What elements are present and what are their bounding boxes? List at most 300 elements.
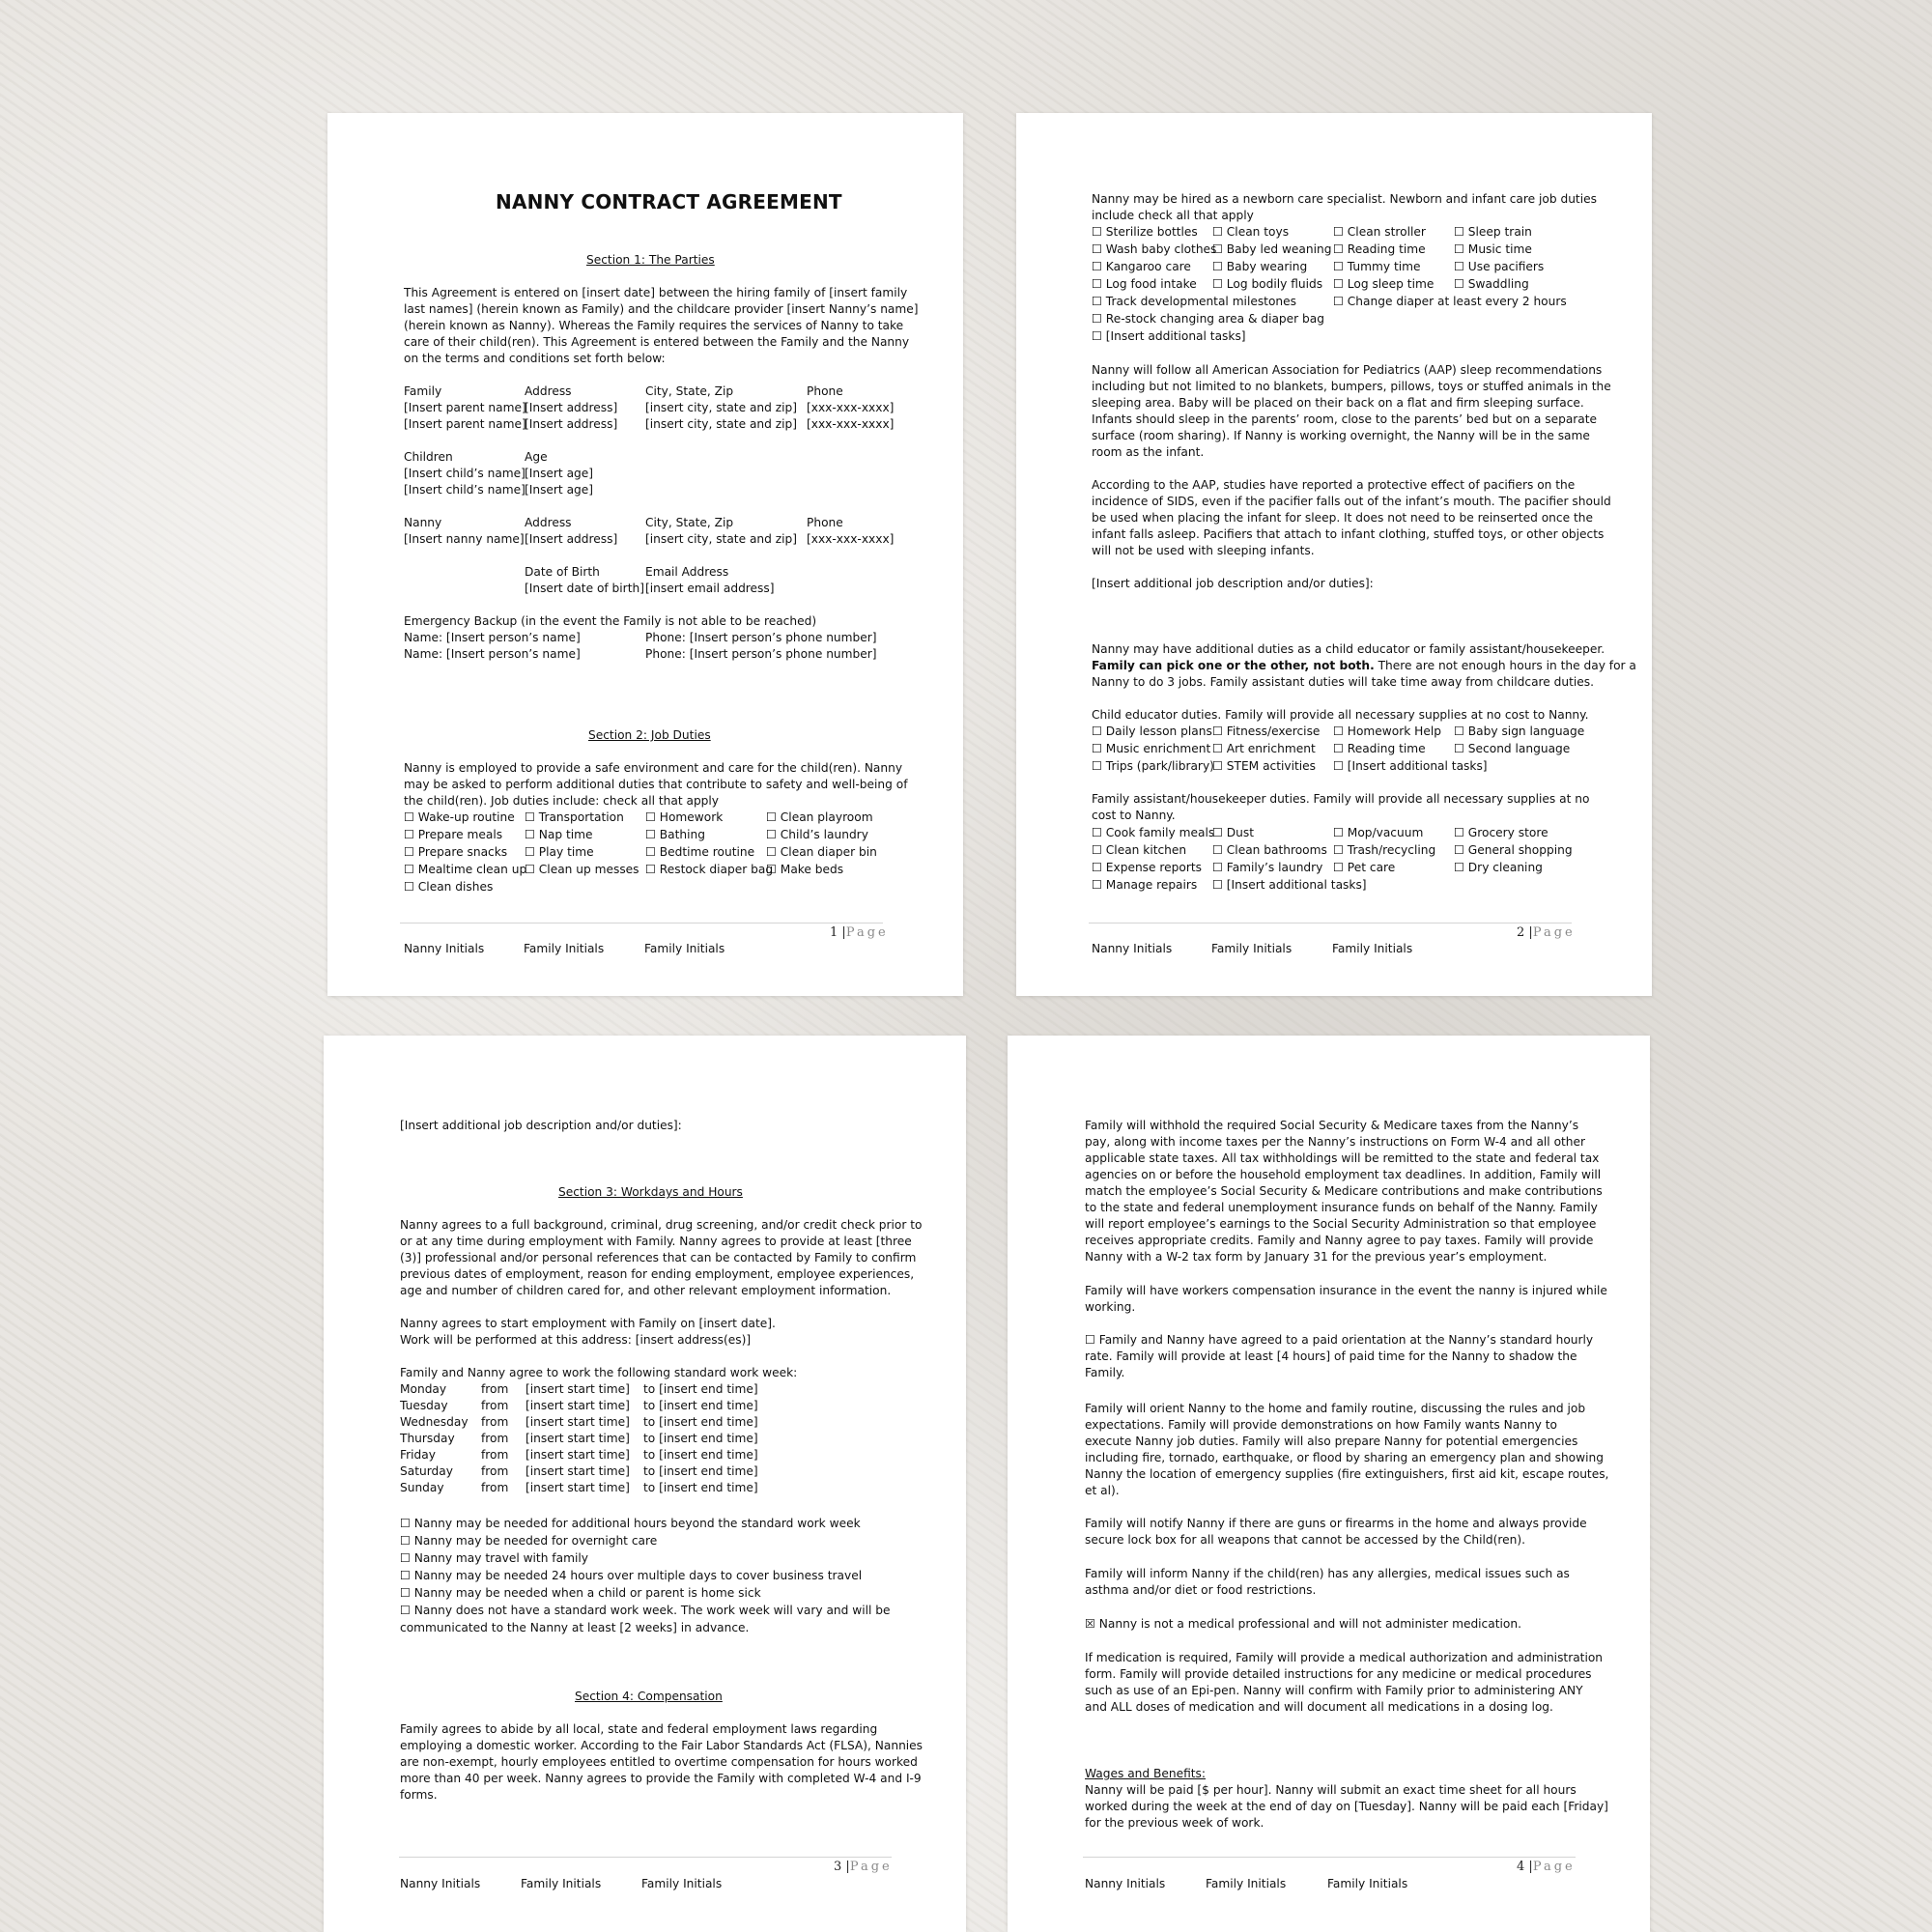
text-line: including but not limited to no blankets, bumpers, pillows, toys or stuffed animals in the <box>1092 380 1611 393</box>
checkbox-item[interactable]: ☐ Transportation <box>525 810 624 824</box>
text-line: Nanny is employed to provide a safe environment and care for the child(ren). Nanny <box>404 761 903 775</box>
hours-options <box>400 1516 960 1637</box>
checkbox-item[interactable]: ☐ Change diaper at least every 2 hours <box>1333 295 1567 308</box>
page-number-value: 2 <box>1517 925 1525 940</box>
table-cell: [Insert parent name] <box>404 417 526 431</box>
checklist-row <box>404 879 945 895</box>
text-line: worked during the week at the end of day on [Tuesday]. Nanny will be paid each [Friday] <box>1085 1800 1608 1813</box>
checkbox-item[interactable]: ☐ Log sleep time <box>1333 277 1435 291</box>
header-cell: Nanny <box>404 516 442 529</box>
schedule-row <box>400 1480 883 1496</box>
checklist-row <box>1092 328 1633 346</box>
table-row <box>404 564 945 581</box>
checkbox-item[interactable]: ☐ Family and Nanny have agreed to a paid orientation at the Nanny’s standard hourly <box>1085 1333 1594 1347</box>
text-line: forms. <box>400 1788 438 1802</box>
table-cell: [xxx-xxx-xxxx] <box>807 417 895 431</box>
text-line: Nanny agrees to start employment with Family on [insert date]. <box>400 1317 776 1330</box>
nanny-table <box>404 515 945 597</box>
text-line: incidence of SIDS, even if the pacifier falls out of the infant’s mouth. The pacifier should <box>1092 495 1611 508</box>
compensation-paragraph <box>400 1721 960 1804</box>
checkbox-item[interactable]: ☐ Music enrichment <box>1092 742 1211 755</box>
checkbox-item[interactable]: ☐ Mealtime clean up <box>404 863 527 876</box>
text-line: expectations. Family will provide demonstrations on how Family wants Nanny to <box>1085 1418 1558 1432</box>
schedule-day: Tuesday <box>400 1399 448 1412</box>
checkbox-item[interactable]: ☐ Swaddling <box>1454 277 1529 291</box>
text-line: Family. <box>1085 1366 1125 1379</box>
checkbox-item[interactable]: ☐ Nanny may be needed for additional hours beyond the standard work week <box>400 1517 861 1530</box>
checkbox-item[interactable]: ☐ Clean stroller <box>1333 225 1426 239</box>
text-line: form. Family will provide detailed instructions for any medicine or medical procedures <box>1085 1667 1592 1681</box>
checkbox-item[interactable]: ☐ Wash baby clothes <box>1092 242 1217 256</box>
checkbox-item[interactable]: ☐ Homework <box>645 810 724 824</box>
header-cell: Family <box>404 384 442 398</box>
text-line: Nanny the location of emergency supplies (fire extinguishers, first aid kit, escape routes, <box>1085 1467 1609 1481</box>
table-row <box>404 466 945 482</box>
wages-heading: Wages and Benefits: <box>1085 1767 1206 1780</box>
page-number-value: 1 <box>830 925 838 940</box>
text-line: Nanny may be hired as a newborn care specialist. Newborn and infant care job duties <box>1092 192 1597 206</box>
header-cell: City, State, Zip <box>645 384 734 398</box>
schedule-end: to [insert end time] <box>643 1399 758 1412</box>
checkbox-item[interactable]: ☐ Prepare snacks <box>404 845 508 859</box>
table-cell: [insert city, state and zip] <box>645 417 798 431</box>
text-line: on the terms and conditions set forth below: <box>404 352 666 365</box>
checkbox-item[interactable]: ☐ [Insert additional tasks] <box>1333 759 1488 773</box>
text-line: working. <box>1085 1300 1136 1314</box>
section2-paragraph <box>404 760 945 810</box>
checkbox-item[interactable]: ☐ Homework Help <box>1333 724 1441 738</box>
work-schedule <box>400 1381 883 1496</box>
checkbox-item[interactable]: ☐ Bedtime routine <box>645 845 755 859</box>
checkbox-item[interactable]: ☐ Art enrichment <box>1212 742 1316 755</box>
schedule-day: Monday <box>400 1382 447 1396</box>
aap-paragraph <box>1092 362 1642 461</box>
text-line: Family will inform Nanny if the child(ren) has any allergies, medical issues such as <box>1085 1567 1570 1580</box>
schedule-start: [insert start time] <box>526 1432 630 1445</box>
checkbox-item[interactable]: ☐ Baby sign language <box>1454 724 1585 738</box>
checkbox-item[interactable]: ☐ Daily lesson plans <box>1092 724 1212 738</box>
insert-additional-text: [Insert additional job description and/or duties]: <box>1092 577 1374 590</box>
table-cell: [insert city, state and zip] <box>645 401 798 414</box>
text-line: Nanny will be paid [$ per hour]. Nanny will submit an exact time sheet for all hours <box>1085 1783 1577 1797</box>
checkbox-item[interactable]: ☐ Pet care <box>1333 861 1396 874</box>
table-cell: [Insert address] <box>525 417 618 431</box>
insert-additional-text: [Insert additional job description and/or duties]: <box>400 1119 682 1132</box>
checkbox-item[interactable]: ☐ Clean diaper bin <box>766 845 877 859</box>
checkbox-item[interactable]: ☐ Make beds <box>766 863 844 876</box>
text-line: Family will withhold the required Social Security & Medicare taxes from the Nanny’s <box>1085 1119 1579 1132</box>
nanny-initials-label: Nanny Initials <box>1085 1877 1166 1890</box>
document-page-1 <box>327 113 963 996</box>
medical-checkbox[interactable]: ☒ Nanny is not a medical professional and will not administer medication. <box>1085 1617 1521 1631</box>
checkbox-item[interactable]: ☐ Clean playroom <box>766 810 873 824</box>
checkbox-item[interactable]: ☐ Nanny does not have a standard work week. The work week will vary and will be <box>400 1604 891 1617</box>
work-week-heading: Family and Nanny agree to work the following standard work week: <box>400 1366 798 1379</box>
table-header <box>404 384 945 400</box>
checkbox-item[interactable]: ☐ General shopping <box>1454 843 1573 857</box>
text-line: the child(ren). Job duties include: check all that apply <box>404 794 720 808</box>
text-line: Nanny agrees to a full background, criminal, drug screening, and/or credit check prior to <box>400 1218 923 1232</box>
checkbox-item[interactable]: ☐ [Insert additional tasks] <box>1092 329 1246 343</box>
table-cell: [Insert nanny name] <box>404 532 525 546</box>
initials-row <box>1092 941 1478 958</box>
nanny-initials-label: Nanny Initials <box>404 942 485 955</box>
checkbox-item[interactable]: ☐ Clean bathrooms <box>1212 843 1327 857</box>
text-line: This Agreement is entered on [insert date] between the hiring family of [insert family <box>404 286 908 299</box>
checkbox-item[interactable]: ☐ Child’s laundry <box>766 828 868 841</box>
section4-heading: Section 4: Compensation <box>575 1690 723 1703</box>
schedule-end: to [insert end time] <box>643 1415 758 1429</box>
text-fragment: There are not enough hours in the day for a <box>1374 659 1636 672</box>
checklist-row <box>404 810 945 826</box>
text-line: include check all that apply <box>1092 209 1254 222</box>
page-separator: | <box>845 1860 850 1874</box>
table-cell: [xxx-xxx-xxxx] <box>807 401 895 414</box>
text-line: including fire, tornado, earthquake, or flood by sharing an emergency plan and showing <box>1085 1451 1604 1464</box>
checkbox-item[interactable]: ☐ Bathing <box>645 828 705 841</box>
checkbox-item[interactable]: ☐ Baby wearing <box>1212 260 1308 273</box>
checkbox-item[interactable]: ☐ Wake-up routine <box>404 810 515 824</box>
footer-divider <box>1083 1857 1576 1858</box>
table-cell: [Insert child’s name] <box>404 483 526 497</box>
schedule-row <box>400 1414 883 1431</box>
intro-paragraph <box>404 285 945 367</box>
checkbox-item[interactable]: ☐ Re-stock changing area & diaper bag <box>1092 312 1324 326</box>
schedule-end: to [insert end time] <box>643 1448 758 1462</box>
checklist-row <box>1092 860 1633 877</box>
family-initials-label: Family Initials <box>1327 1877 1408 1890</box>
checkbox-item[interactable]: ☐ Sterilize bottles <box>1092 225 1198 239</box>
initials-row <box>1085 1876 1471 1893</box>
checkbox-item[interactable]: ☐ Fitness/exercise <box>1212 724 1321 738</box>
table-cell: Phone: [Insert person’s phone number] <box>645 631 877 644</box>
text-line: agencies on or before the household employment tax deadlines. In addition, Family will <box>1085 1168 1602 1181</box>
schedule-row <box>400 1431 883 1447</box>
table-header <box>404 515 945 531</box>
text-line: applicable state taxes. All tax withholdings will be remitted to the state and federal tax <box>1085 1151 1600 1165</box>
checkbox-item[interactable]: ☐ Nap time <box>525 828 593 841</box>
checklist-row <box>1092 242 1633 259</box>
text-line: be used when placing the infant for sleep. It does not need to be reinserted once the <box>1092 511 1593 525</box>
page-word: Page <box>845 925 889 940</box>
footer-divider <box>399 1857 892 1858</box>
schedule-end: to [insert end time] <box>643 1382 758 1396</box>
text-line: care of their child(ren). This Agreement is entered between the Family and the Nanny <box>404 335 910 349</box>
schedule-start: [insert start time] <box>526 1399 630 1412</box>
page-number-value: 3 <box>834 1860 842 1874</box>
table-row <box>404 531 945 548</box>
background-check-paragraph <box>400 1217 951 1299</box>
table-row <box>404 581 945 597</box>
section2-heading: Section 2: Job Duties <box>588 728 711 742</box>
dob-value: [Insert date of birth] <box>525 582 644 595</box>
text-line: et al). <box>1085 1484 1120 1497</box>
checkbox-item[interactable]: ☐ [Insert additional tasks] <box>1212 878 1367 892</box>
checkbox-item[interactable]: ☐ Track developmental milestones <box>1092 295 1296 308</box>
checkbox-item[interactable]: ☐ Clean dishes <box>404 880 494 894</box>
text-line <box>1092 658 1642 674</box>
text-line: (herein known as Nanny). Whereas the Family requires the services of Nanny to take <box>404 319 904 332</box>
family-initials-label: Family Initials <box>1206 1877 1287 1890</box>
header-cell: Children <box>404 450 453 464</box>
family-table <box>404 384 945 433</box>
workers-comp-paragraph <box>1085 1283 1645 1316</box>
header-cell: Address <box>525 516 572 529</box>
page-separator: | <box>1528 1860 1533 1874</box>
text-line: will report employee’s earnings to the Social Security Administration so that employee <box>1085 1217 1597 1231</box>
text-line: to the state and federal unemployment insurance funds on behalf of the Nanny. Family <box>1085 1201 1598 1214</box>
checklist-row <box>404 862 945 878</box>
educator-checklist <box>1092 724 1633 776</box>
checkbox-item[interactable]: ☐ Sleep train <box>1454 225 1532 239</box>
table-cell: [Insert parent name] <box>404 401 526 414</box>
checkbox-item[interactable]: ☐ Use pacifiers <box>1454 260 1545 273</box>
initials-row <box>404 941 790 958</box>
table-cell: [insert city, state and zip] <box>645 532 798 546</box>
text-line: more than 40 per week. Nanny agrees to provide the Family with completed W-4 and I-9 <box>400 1772 922 1785</box>
schedule-day: Thursday <box>400 1432 455 1445</box>
emergency-backup <box>404 613 945 663</box>
text-line: surface (room sharing). If Nanny is working overnight, the Nanny will be in the same <box>1092 429 1590 442</box>
emergency-heading: Emergency Backup (in the event the Family is not able to be reached) <box>404 614 817 628</box>
table-row <box>404 630 945 646</box>
text-line: such as use of an Epi-pen. Nanny will confirm with Family prior to administering ANY <box>1085 1684 1583 1697</box>
table-row <box>404 646 945 663</box>
text-line: for the previous week of work. <box>1085 1816 1264 1830</box>
text-line: Work will be performed at this address: [insert address(es)] <box>400 1333 752 1347</box>
schedule-row <box>400 1398 883 1414</box>
checkbox-item[interactable]: ☐ Clean up messes <box>525 863 639 876</box>
page-number <box>1517 924 1576 941</box>
schedule-start: [insert start time] <box>526 1415 630 1429</box>
checkbox-item[interactable]: ☐ Log bodily fluids <box>1212 277 1323 291</box>
checklist-row <box>1092 877 1633 895</box>
text-line: Nanny with a W-2 tax form by January 31 for the previous year’s employment. <box>1085 1250 1548 1264</box>
text-line: Family will have workers compensation insurance in the event the nanny is injured while <box>1085 1284 1607 1297</box>
nanny-initials-label: Nanny Initials <box>400 1877 481 1890</box>
schedule-start: [insert start time] <box>526 1481 630 1494</box>
newborn-intro <box>1092 191 1633 224</box>
family-initials-label: Family Initials <box>1332 942 1413 955</box>
table-cell: Name: [Insert person’s name] <box>404 647 581 661</box>
page-word: Page <box>849 1860 893 1874</box>
checklist-row <box>1092 741 1633 758</box>
checkbox-item[interactable]: ☐ Mop/vacuum <box>1333 826 1424 839</box>
checkbox-item[interactable]: ☐ Trips (park/library) <box>1092 759 1214 773</box>
family-initials-label: Family Initials <box>644 942 725 955</box>
text-line: age and number of children cared for, and other relevant employment information. <box>400 1284 892 1297</box>
schedule-start: [insert start time] <box>526 1448 630 1462</box>
table-cell: [xxx-xxx-xxxx] <box>807 532 895 546</box>
newborn-checklist <box>1092 224 1633 346</box>
checkbox-item[interactable]: ☐ Prepare meals <box>404 828 503 841</box>
text-line: infant falls asleep. Pacifiers that attach to infant clothing, stuffed toys, or other objects <box>1092 527 1605 541</box>
checkbox-item[interactable]: ☐ Kangaroo care <box>1092 260 1191 273</box>
bold-note: Family can pick one or the other, not both. <box>1092 659 1375 672</box>
table-row <box>404 482 945 498</box>
checklist-row <box>1092 724 1633 741</box>
checkbox-item[interactable]: ☐ Cook family meals <box>1092 826 1215 839</box>
checkbox-item[interactable]: ☐ Play time <box>525 845 594 859</box>
text-line: match the employee’s Social Security & Medicare contributions and make contributions <box>1085 1184 1603 1198</box>
text-line: employing a domestic worker. According to the Fair Labor Standards Act (FLSA), Nannies <box>400 1739 923 1752</box>
dob-label: Date of Birth <box>525 565 600 579</box>
family-initials-label: Family Initials <box>641 1877 723 1890</box>
checkbox-item[interactable]: ☐ Dry cleaning <box>1454 861 1543 874</box>
schedule-from: from <box>481 1415 509 1429</box>
text-line: room as the infant. <box>1092 445 1205 459</box>
checkbox-item[interactable]: ☐ Tummy time <box>1333 260 1421 273</box>
checklist-row <box>1092 276 1633 294</box>
checkbox-item[interactable]: ☐ Reading time <box>1333 242 1426 256</box>
document-page-2 <box>1016 113 1652 996</box>
text-line: previous dates of employment, reason for ending employment, employee experiences, <box>400 1267 915 1281</box>
page-separator: | <box>1528 925 1533 940</box>
table-row <box>404 400 945 416</box>
initials-row <box>400 1876 786 1893</box>
children-table <box>404 449 945 498</box>
checkbox-item[interactable]: ☐ Grocery store <box>1454 826 1548 839</box>
orientation-option[interactable] <box>1085 1332 1645 1381</box>
text-line: last names] (herein known as Family) and the childcare provider [insert Nanny’s name] <box>404 302 919 316</box>
checkbox-item[interactable]: ☐ STEM activities <box>1212 759 1317 773</box>
checkbox-item[interactable]: ☐ Family’s laundry <box>1212 861 1323 874</box>
schedule-day: Wednesday <box>400 1415 469 1429</box>
page-number-value: 4 <box>1517 1860 1525 1874</box>
checkbox-item[interactable]: ☐ Nanny may travel with family <box>400 1551 588 1565</box>
checkbox-item[interactable]: ☐ Dust <box>1212 826 1255 839</box>
text-line: Family agrees to abide by all local, state and federal employment laws regarding <box>400 1722 878 1736</box>
text-line: are non-exempt, hourly employees entitled to overtime compensation for hours worked <box>400 1755 918 1769</box>
text-line: rate. Family will provide at least [4 hours] of paid time for the Nanny to shadow the <box>1085 1350 1577 1363</box>
document-page-3 <box>324 1036 966 1932</box>
checkbox-item[interactable]: ☐ Manage repairs <box>1092 878 1198 892</box>
pacifier-paragraph <box>1092 477 1642 559</box>
educator-heading: Child educator duties. Family will provide all necessary supplies at no cost to Nanny. <box>1092 708 1589 722</box>
housekeeper-checklist <box>1092 825 1633 895</box>
checkbox-item[interactable]: ☐ Baby led weaning <box>1212 242 1332 256</box>
page-number <box>830 924 889 941</box>
checkbox-item[interactable]: ☐ Nanny may be needed for overnight care <box>400 1534 658 1548</box>
checkbox-item[interactable]: ☐ Restock diaper bag <box>645 863 774 876</box>
wages-paragraph <box>1085 1782 1645 1832</box>
schedule-day: Friday <box>400 1448 436 1462</box>
checkbox-item[interactable]: ☐ Second language <box>1454 742 1571 755</box>
text-line: Family will notify Nanny if there are guns or firearms in the home and always provide <box>1085 1517 1587 1530</box>
family-initials-label: Family Initials <box>1211 942 1293 955</box>
text-line: Nanny may have additional duties as a child educator or family assistant/housekeeper. <box>1092 642 1605 656</box>
checkbox-item[interactable]: ☐ Trash/recycling <box>1333 843 1436 857</box>
table-cell: Name: [Insert person’s name] <box>404 631 581 644</box>
page-separator: | <box>841 925 846 940</box>
text-line: Nanny to do 3 jobs. Family assistant duties will take time away from childcare duties. <box>1092 675 1595 689</box>
checklist-row <box>1092 825 1633 842</box>
document-page-4 <box>1008 1036 1650 1932</box>
text-line: execute Nanny job duties. Family will also prepare Nanny for potential emergencies <box>1085 1435 1578 1448</box>
text-line: pay, along with income taxes per the Nanny’s instructions on Form W-4 and all other <box>1085 1135 1586 1149</box>
checklist-row <box>1092 294 1633 311</box>
schedule-from: from <box>481 1399 509 1412</box>
family-initials-label: Family Initials <box>524 942 605 955</box>
page-title: NANNY CONTRACT AGREEMENT <box>496 190 842 213</box>
text-line: may be asked to perform additional duties that contribute to safety and well-being of <box>404 778 908 791</box>
schedule-start: [insert start time] <box>526 1464 630 1478</box>
schedule-row <box>400 1463 883 1480</box>
checkbox-item[interactable]: ☐ Reading time <box>1333 742 1426 755</box>
email-value: [insert email address] <box>645 582 775 595</box>
table-header <box>404 449 945 466</box>
checklist-row <box>404 844 945 861</box>
table-cell: [Insert address] <box>525 532 618 546</box>
table-cell: Phone: [Insert person’s phone number] <box>645 647 877 661</box>
text-line: Family will orient Nanny to the home and family routine, discussing the rules and job <box>1085 1402 1586 1415</box>
checkbox-item[interactable]: ☐ Expense reports <box>1092 861 1202 874</box>
section1-heading: Section 1: The Parties <box>586 253 715 267</box>
page-number <box>1517 1859 1576 1875</box>
header-cell: Age <box>525 450 548 464</box>
allergy-paragraph <box>1085 1566 1645 1599</box>
text-line: and ALL doses of medication and will document all medications in a dosing log. <box>1085 1700 1553 1714</box>
email-label: Email Address <box>645 565 729 579</box>
firearms-paragraph <box>1085 1516 1645 1548</box>
duties-checklist <box>404 810 945 895</box>
schedule-from: from <box>481 1382 509 1396</box>
text-line: If medication is required, Family will provide a medical authorization and administration <box>1085 1651 1604 1664</box>
page-number <box>834 1859 893 1875</box>
schedule-row <box>400 1381 883 1398</box>
checklist-row <box>1092 842 1633 860</box>
table-cell: [Insert age] <box>525 483 594 497</box>
header-cell: Address <box>525 384 572 398</box>
checklist-row <box>1092 758 1633 776</box>
table-cell: [Insert age] <box>525 467 594 480</box>
schedule-end: to [insert end time] <box>643 1481 758 1494</box>
schedule-start: [insert start time] <box>526 1382 630 1396</box>
medication-paragraph <box>1085 1650 1645 1716</box>
text-line: communicated to the Nanny at least [2 weeks] in advance. <box>400 1621 750 1634</box>
table-row <box>404 416 945 433</box>
page-word: Page <box>1532 1860 1576 1874</box>
housekeeper-intro <box>1092 791 1633 824</box>
text-line: secure lock box for all weapons that cannot be accessed by the Child(ren). <box>1085 1533 1526 1547</box>
schedule-end: to [insert end time] <box>643 1464 758 1478</box>
checkbox-item[interactable]: ☐ Log food intake <box>1092 277 1197 291</box>
text-line: will not be used with sleeping infants. <box>1092 544 1315 557</box>
checkbox-item[interactable]: ☐ Clean kitchen <box>1092 843 1187 857</box>
page-word: Page <box>1532 925 1576 940</box>
text-line: Nanny will follow all American Association for Pediatrics (AAP) sleep recommendations <box>1092 363 1603 377</box>
schedule-end: to [insert end time] <box>643 1432 758 1445</box>
header-cell: City, State, Zip <box>645 516 734 529</box>
text-line: sleeping area. Baby will be placed on their back on a flat and firm sleeping surface. <box>1092 396 1584 410</box>
checklist-row <box>1092 259 1633 276</box>
nanny-initials-label: Nanny Initials <box>1092 942 1173 955</box>
checkbox-item[interactable]: ☐ Music time <box>1454 242 1532 256</box>
start-paragraph <box>400 1316 951 1349</box>
checkbox-item[interactable]: ☐ Nanny may be needed when a child or parent is home sick <box>400 1586 761 1600</box>
text-line: receives appropriate credits. Family and Nanny agree to pay taxes. Family will provide <box>1085 1234 1594 1247</box>
text-line: Infants should sleep in the parents’ room, close to the parents’ bed but on a separate <box>1092 412 1598 426</box>
schedule-day: Saturday <box>400 1464 453 1478</box>
orient-paragraph <box>1085 1401 1645 1499</box>
checkbox-item[interactable]: ☐ Clean toys <box>1212 225 1290 239</box>
header-cell: Phone <box>807 384 843 398</box>
tax-paragraph <box>1085 1118 1645 1265</box>
table-cell: [Insert child’s name] <box>404 467 526 480</box>
schedule-from: from <box>481 1464 509 1478</box>
family-initials-label: Family Initials <box>521 1877 602 1890</box>
checkbox-item[interactable]: ☐ Nanny may be needed 24 hours over multiple days to cover business travel <box>400 1569 863 1582</box>
